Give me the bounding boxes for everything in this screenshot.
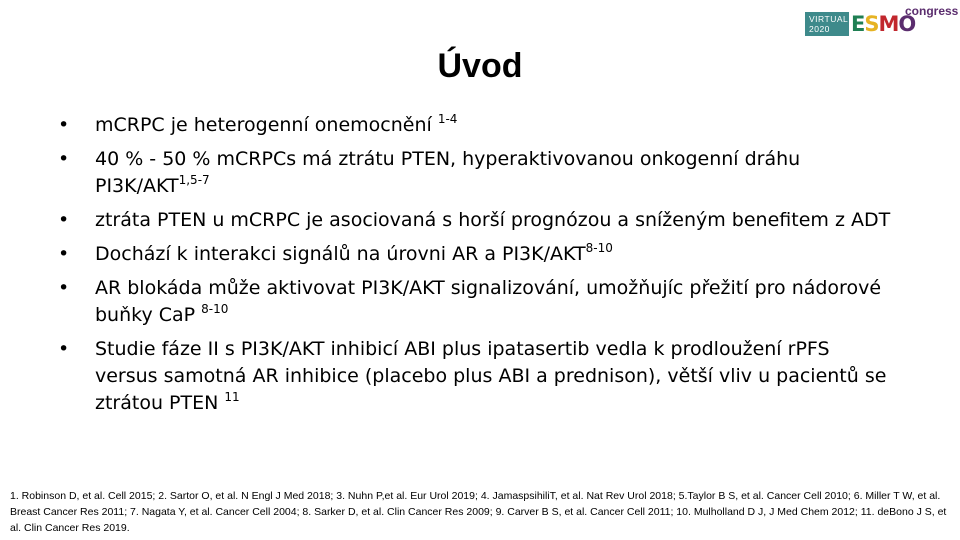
logo-letter-e: E — [851, 12, 865, 36]
logo-congress-text: congress — [905, 4, 959, 18]
bullet-item — [58, 207, 898, 234]
bullet-item — [58, 241, 898, 268]
slide-title: Úvod — [437, 47, 523, 85]
bullet-text: mCRPC je heterogenní onemocnění — [95, 114, 438, 136]
bullet-item — [58, 146, 898, 200]
bullet-text: Studie fáze II s PI3K/AKT inhibicí ABI plus ipatasertib vedla k prodloužení rPFS versus samotná AR inhibice (placebo plus ABI a prednison), větší vliv u pacientů se ztrátou PTEN — [95, 338, 887, 414]
bullet-text: 40 % - 50 % mCRPCs má ztrátu PTEN, hyperaktivovanou onkogenní dráhu PI3K/AKT — [95, 148, 801, 197]
bullet-text: Dochází k interakci signálů na úrovni AR a PI3K/AKT — [95, 243, 586, 265]
logo-virtual-text: VIRTUAL — [809, 14, 849, 24]
bullet-list — [58, 112, 898, 424]
citation-sup: 1-4 — [437, 112, 458, 126]
bullet-item — [58, 336, 898, 417]
references-footnote: 1. Robinson D, et al. Cell 2015; 2. Sartor O, et al. N Engl J Med 2018; 3. Nuhn P,et al. Eur Urol 2019; 4. JamaspsihiliT, et al. Nat Rev Urol 2018; 5.Taylor B S, et al. Cancer Cell 2010; 6. Miller T W, et al. Breast Cancer Res 2011; 7. Nagata Y, et al. Cancer Cell 2004; 8. Sarker D, et al. Clin Cancer Res 2009; 9. Carver B S, et al. Cancer Cell 2011; 10. Mulholland D J, J Med Chem 2012; 11. deBono J S, et al. Clin Cancer Res 2019. — [10, 490, 947, 534]
logo-year-text: 2020 — [809, 24, 830, 34]
citation-sup: 1,5-7 — [178, 173, 210, 187]
logo-letter-o: O — [898, 12, 916, 36]
logo-letter-s: S — [864, 12, 879, 36]
bullet-text: ztráta PTEN u mCRPC je asociovaná s horší prognózou a sníženým benefitem z ADT — [95, 209, 891, 231]
bullet-item — [58, 275, 898, 329]
citation-sup: 8-10 — [585, 241, 613, 255]
logo-virtual-badge — [805, 12, 849, 36]
bullet-item — [58, 112, 898, 139]
bullet-text: AR blokáda může aktivovat PI3K/AKT signalizování, umožňujíc přežití pro nádorové buňky CaP — [95, 277, 882, 326]
citation-sup: 11 — [224, 390, 240, 404]
citation-sup: 8-10 — [201, 302, 229, 316]
logo-letter-m: M — [878, 12, 899, 36]
